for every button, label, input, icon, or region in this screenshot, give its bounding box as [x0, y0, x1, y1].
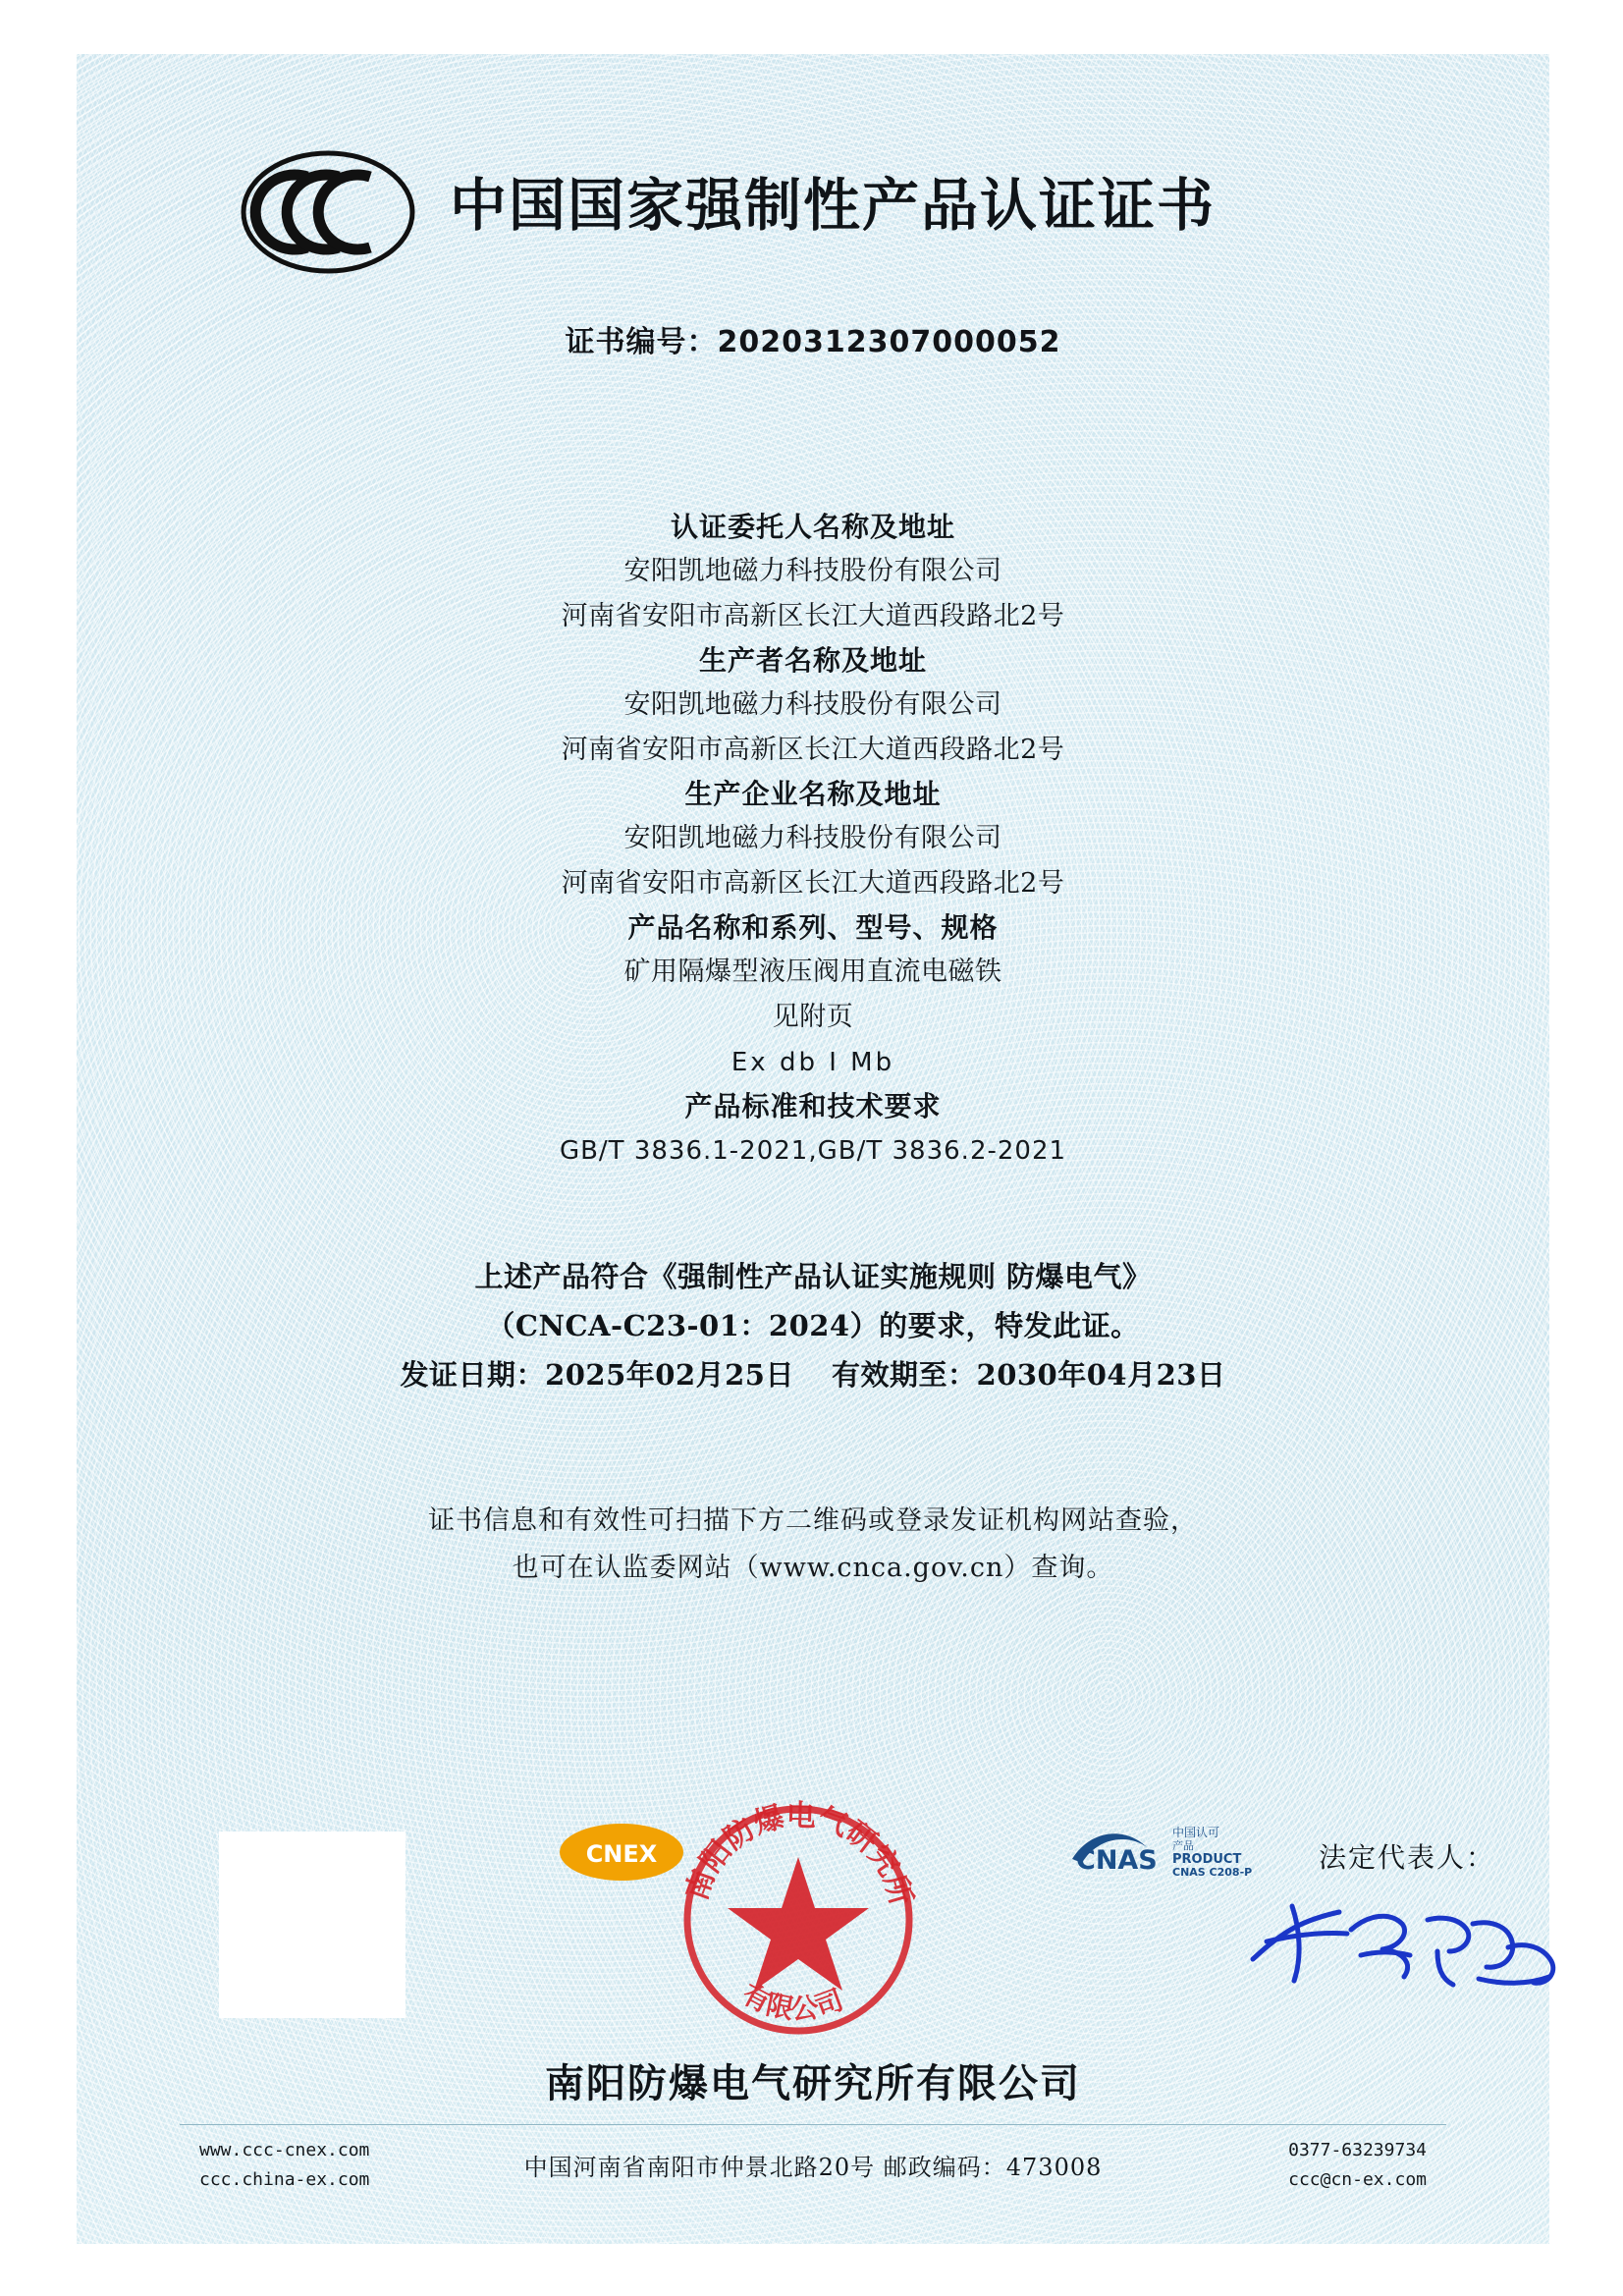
svg-text:南阳防爆电气研究所: 南阳防爆电气研究所 — [679, 1798, 919, 1910]
field-label: 产品标准和技术要求 — [684, 1090, 942, 1122]
footer-phone: 0377-63239734 — [1288, 2140, 1427, 2160]
field-value: 安阳凯地磁力科技股份有限公司 — [623, 823, 1002, 853]
svg-text:有限公司: 有限公司 — [736, 1977, 848, 2026]
verification-note — [77, 1498, 1549, 1592]
field-label: 认证委托人名称及地址 — [670, 511, 955, 543]
svg-text:产品: 产品 — [1172, 1839, 1194, 1852]
official-seal-stamp — [671, 1792, 926, 2048]
field-applicant — [77, 506, 1549, 639]
conformity-statement — [77, 1252, 1549, 1399]
svg-text:CNAS C208-P: CNAS C208-P — [1172, 1866, 1253, 1879]
field-value-marking: Ex db I Mb — [730, 1048, 895, 1077]
certificate-number-value: 2020312307000052 — [717, 325, 1061, 359]
issue-date-label: 发证日期： — [400, 1358, 546, 1392]
field-label: 产品名称和系列、型号、规格 — [627, 911, 999, 944]
field-standards — [77, 1085, 1549, 1174]
footer-website-2[interactable]: ccc.china-ex.com — [199, 2169, 370, 2190]
certificate-sheet — [77, 54, 1549, 2244]
cnas-logo-icon — [1068, 1820, 1265, 1881]
field-value: 河南省安阳市高新区长江大道西段路北2号 — [561, 735, 1065, 765]
field-product — [77, 906, 1549, 1085]
issuer-name: 南阳防爆电气研究所有限公司 — [545, 2060, 1081, 2106]
footer-website-1[interactable]: www.ccc-cnex.com — [199, 2140, 370, 2160]
statement-line-2: （CNCA-C23-01：2024）的要求，特发此证。 — [486, 1309, 1140, 1342]
field-value: 安阳凯地磁力科技股份有限公司 — [623, 556, 1002, 586]
field-value: 河南省安阳市高新区长江大道西段路北2号 — [561, 601, 1065, 631]
verification-line-2: 也可在认监委网站（www.cnca.gov.cn）查询。 — [512, 1553, 1114, 1583]
statement-dates — [77, 1350, 1549, 1399]
field-value: 安阳凯地磁力科技股份有限公司 — [623, 689, 1002, 720]
footer-address: 中国河南省南阳市仲景北路20号 邮政编码：473008 — [523, 2154, 1103, 2181]
field-label: 生产者名称及地址 — [698, 644, 927, 677]
footer-contact — [1288, 2136, 1427, 2195]
svg-text:CNEX: CNEX — [585, 1840, 658, 1868]
verification-line-1: 证书信息和有效性可扫描下方二维码或登录发证机构网站查验， — [428, 1505, 1198, 1536]
certificate-header — [77, 147, 1549, 295]
svg-text:PRODUCT: PRODUCT — [1172, 1852, 1242, 1867]
svg-text:CNAS: CNAS — [1076, 1845, 1158, 1876]
expiry-date-value: 2030年04月23日 — [976, 1358, 1226, 1392]
ccc-logo-icon — [239, 147, 417, 277]
field-value: 河南省安阳市高新区长江大道西段路北2号 — [561, 868, 1065, 899]
field-value: 矿用隔爆型液压阀用直流电磁铁 — [623, 957, 1002, 987]
legal-representative-label: 法定代表人： — [1319, 1841, 1496, 1874]
field-value: 见附页 — [772, 1002, 854, 1032]
footer — [180, 2134, 1446, 2213]
qr-code[interactable] — [219, 1831, 406, 2018]
footer-email[interactable]: ccc@cn-ex.com — [1288, 2169, 1427, 2190]
cnex-logo-icon — [558, 1822, 685, 1883]
footer-divider — [180, 2124, 1446, 2125]
certificate-number-label: 证书编号： — [565, 325, 718, 359]
field-label: 生产企业名称及地址 — [684, 778, 942, 810]
issue-date-value: 2025年02月25日 — [545, 1358, 794, 1392]
field-manufacturer — [77, 639, 1549, 773]
qr-code-grid — [223, 1835, 402, 2014]
svg-text:中国认可: 中国认可 — [1172, 1826, 1220, 1839]
page-title: 中国国家强制性产品认证证书 — [450, 172, 1217, 239]
certificate-number-line — [77, 317, 1549, 360]
field-factory — [77, 773, 1549, 906]
expiry-date-label: 有效期至： — [832, 1358, 977, 1392]
field-value: GB/T 3836.1-2021,GB/T 3836.2-2021 — [559, 1136, 1067, 1166]
signature-image — [1245, 1890, 1569, 1998]
statement-line-1: 上述产品符合《强制性产品认证实施规则 防爆电气》 — [474, 1260, 1152, 1293]
